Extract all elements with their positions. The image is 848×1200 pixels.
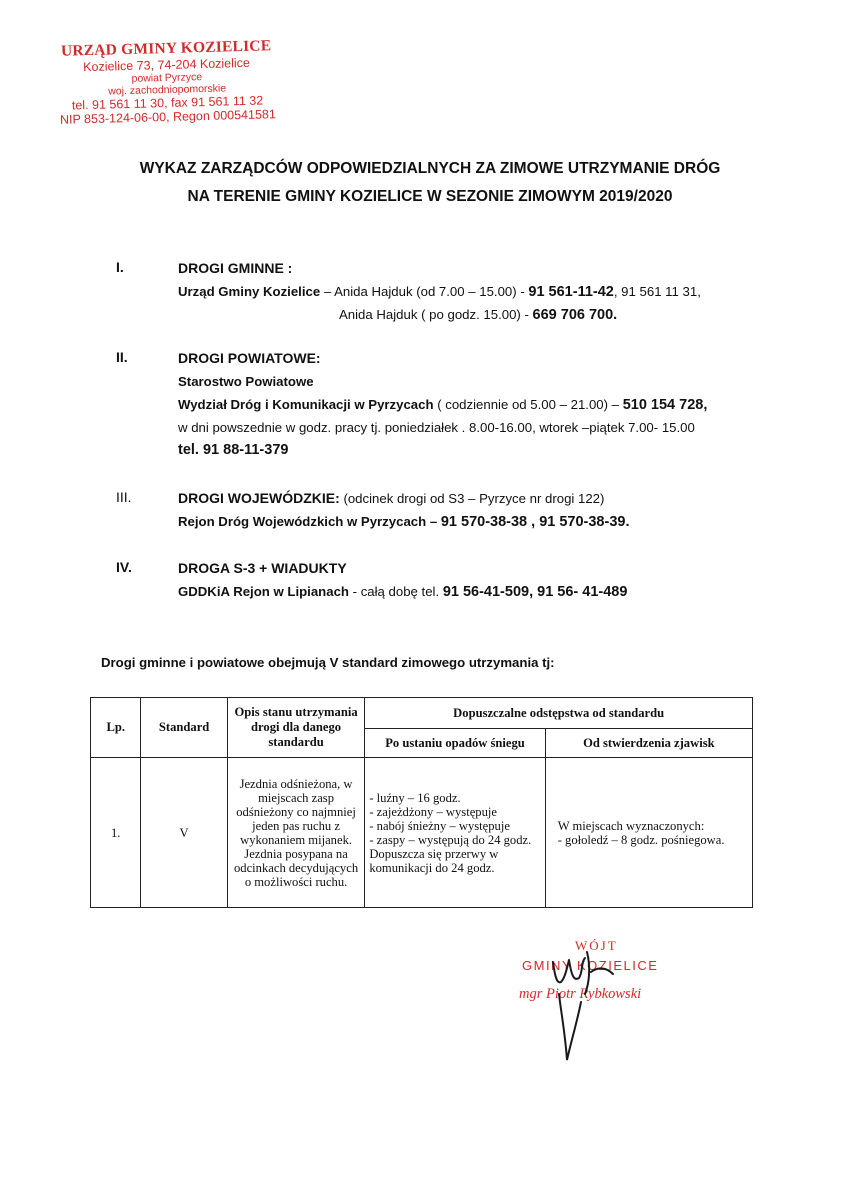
cell-standard: V xyxy=(141,758,227,908)
stamp-county: powiat Pyrzyce xyxy=(131,71,203,85)
cell-lp: 1. xyxy=(91,758,141,908)
section-line: Urząd Gminy Kozielice – Anida Hajduk (od 7.00 – 15.00) - 91 561-11-42, 91 561 11 31, xyxy=(178,284,701,300)
section-line: w dni powszednie w godz. pracy tj. poniedziałek . 8.00-16.00, wtorek –piątek 7.00- 15.00 xyxy=(178,420,695,435)
table-row xyxy=(91,758,753,908)
stamp-office-name: URZĄD GMINY KOZIELICE xyxy=(60,37,272,60)
signature-title: WÓJT xyxy=(575,938,618,953)
cell-opis: Jezdnia odśnieżona, w miejscach zasp odśnieżony co najmniej jeden pas ruchu z wykonaniem mijanek. Jezdnia posypana na odcinkach decydujących o możliwości ruchu. xyxy=(227,758,365,908)
col-header-lp: Lp. xyxy=(91,698,141,758)
section-line: tel. 91 88-11-379 xyxy=(178,442,289,458)
section-heading: DROGI POWIATOWE: xyxy=(178,350,321,366)
col-header-po-ustaniu: Po ustaniu opadów śniegu xyxy=(365,729,545,758)
document-title-line-1: WYKAZ ZARZĄDCÓW ODPOWIEDZIALNYCH ZA ZIMOWE UTRZYMANIE DRÓG xyxy=(139,160,721,177)
section-heading: DROGI GMINNE : xyxy=(178,260,293,276)
section-heading: DROGI WOJEWÓDZKIE: (odcinek drogi od S3 – Pyrzyce nr drogi 122) xyxy=(178,490,605,506)
stamp-phone: tel. 91 561 11 30, fax 91 561 11 32 xyxy=(71,93,264,113)
section-line: Starostwo Powiatowe xyxy=(178,374,314,389)
col-header-standard: Standard xyxy=(141,698,227,758)
cell-po-ustaniu: - luźny – 16 godz. - zajeżdżony – występuje - nabój śnieżny – występuje - zaspy – występują do 24 godz. Dopuszcza się przerwy w komunikacji do 24 godz. xyxy=(365,758,545,908)
stamp-voivodeship: woj. zachodniopomorskie xyxy=(108,82,227,98)
section-line: Rejon Dróg Wojewódzkich w Pyrzycach – 91 570-38-38 , 91 570-38-39. xyxy=(178,514,630,530)
section-number: III. xyxy=(116,489,132,505)
cell-od-stwierdzenia: W miejscach wyznaczonych: - gołoledź – 8 godz. pośniegowa. xyxy=(545,758,752,908)
section-number: I. xyxy=(116,259,124,275)
col-header-opis: Opis stanu utrzymania drogi dla danego standardu xyxy=(227,698,365,758)
section-line: Anida Hajduk ( po godz. 15.00) - 669 706 700. xyxy=(339,307,618,323)
col-header-od-stwierdzenia: Od stwierdzenia zjawisk xyxy=(545,729,752,758)
section-heading: DROGA S-3 + WIADUKTY xyxy=(178,560,347,576)
handwritten-signature xyxy=(495,932,735,1062)
signature-name: mgr Piotr Rybkowski xyxy=(519,986,642,1002)
stamp-address: Kozielice 73, 74-204 Kozielice xyxy=(83,55,251,75)
section-line: Wydział Dróg i Komunikacji w Pyrzycach ( codziennie od 5.00 – 21.00) – 510 154 728, xyxy=(178,397,708,413)
signature-office: GMINY KOZIELICE xyxy=(522,958,659,973)
section-line: GDDKiA Rejon w Lipianach - całą dobę tel. 91 56-41-509, 91 56- 41-489 xyxy=(178,584,628,600)
signature-stamp xyxy=(495,932,735,1062)
document-title-line-2: NA TERENIE GMINY KOZIELICE W SEZONIE ZIMOWYM 2019/2020 xyxy=(187,188,673,205)
stamp-ids: NIP 853-124-06-00, Regon 000541581 xyxy=(59,107,277,127)
section-number: IV. xyxy=(116,559,132,575)
col-header-dopuszczalne: Dopuszczalne odstępstwa od standardu xyxy=(365,698,753,729)
section-number: II. xyxy=(116,349,128,365)
letterhead-stamp xyxy=(51,37,283,127)
standard-table xyxy=(90,697,753,908)
table-intro: Drogi gminne i powiatowe obejmują V standard zimowego utrzymania tj: xyxy=(101,655,555,670)
